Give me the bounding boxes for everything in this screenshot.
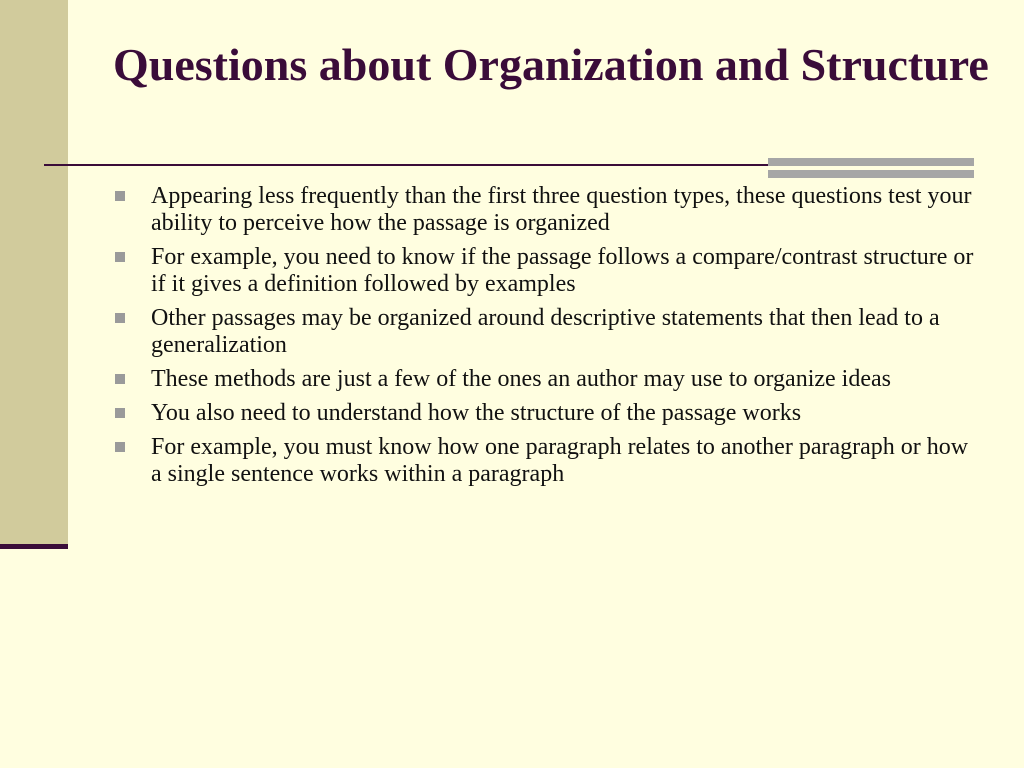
square-bullet-icon [115, 408, 125, 418]
square-bullet-icon [115, 313, 125, 323]
square-bullet-icon [115, 442, 125, 452]
bullet-text: You also need to understand how the structure of the passage works [151, 400, 802, 426]
bullet-item [110, 400, 980, 427]
bullet-item [110, 366, 980, 393]
bullet-text: For example, you must know how one paragraph relates to another paragraph or how a single sentence works within a paragraph [151, 434, 969, 487]
divider-accent-bar-bottom [768, 170, 974, 178]
bullet-item [110, 305, 980, 359]
slide-title: Questions about Organization and Structure [113, 39, 989, 90]
bullet-text: Other passages may be organized around descriptive statements that then lead to a generalization [151, 305, 940, 358]
divider-accent-bar-top [768, 158, 974, 166]
left-decorative-band [0, 0, 68, 545]
square-bullet-icon [115, 252, 125, 262]
bullet-text: These methods are just a few of the ones an author may use to organize ideas [151, 366, 891, 392]
bullet-item [110, 244, 980, 298]
bullet-item [110, 183, 980, 237]
bullet-list [110, 183, 980, 495]
square-bullet-icon [115, 374, 125, 384]
bullet-item [110, 434, 980, 488]
bullet-text: For example, you need to know if the passage follows a compare/contrast structure or if it gives a definition followed by examples [151, 244, 974, 297]
square-bullet-icon [115, 191, 125, 201]
bullet-text: Appearing less frequently than the first three question types, these questions test your ability to perceive how the passage is organized [151, 183, 972, 236]
left-band-underline [0, 544, 68, 549]
